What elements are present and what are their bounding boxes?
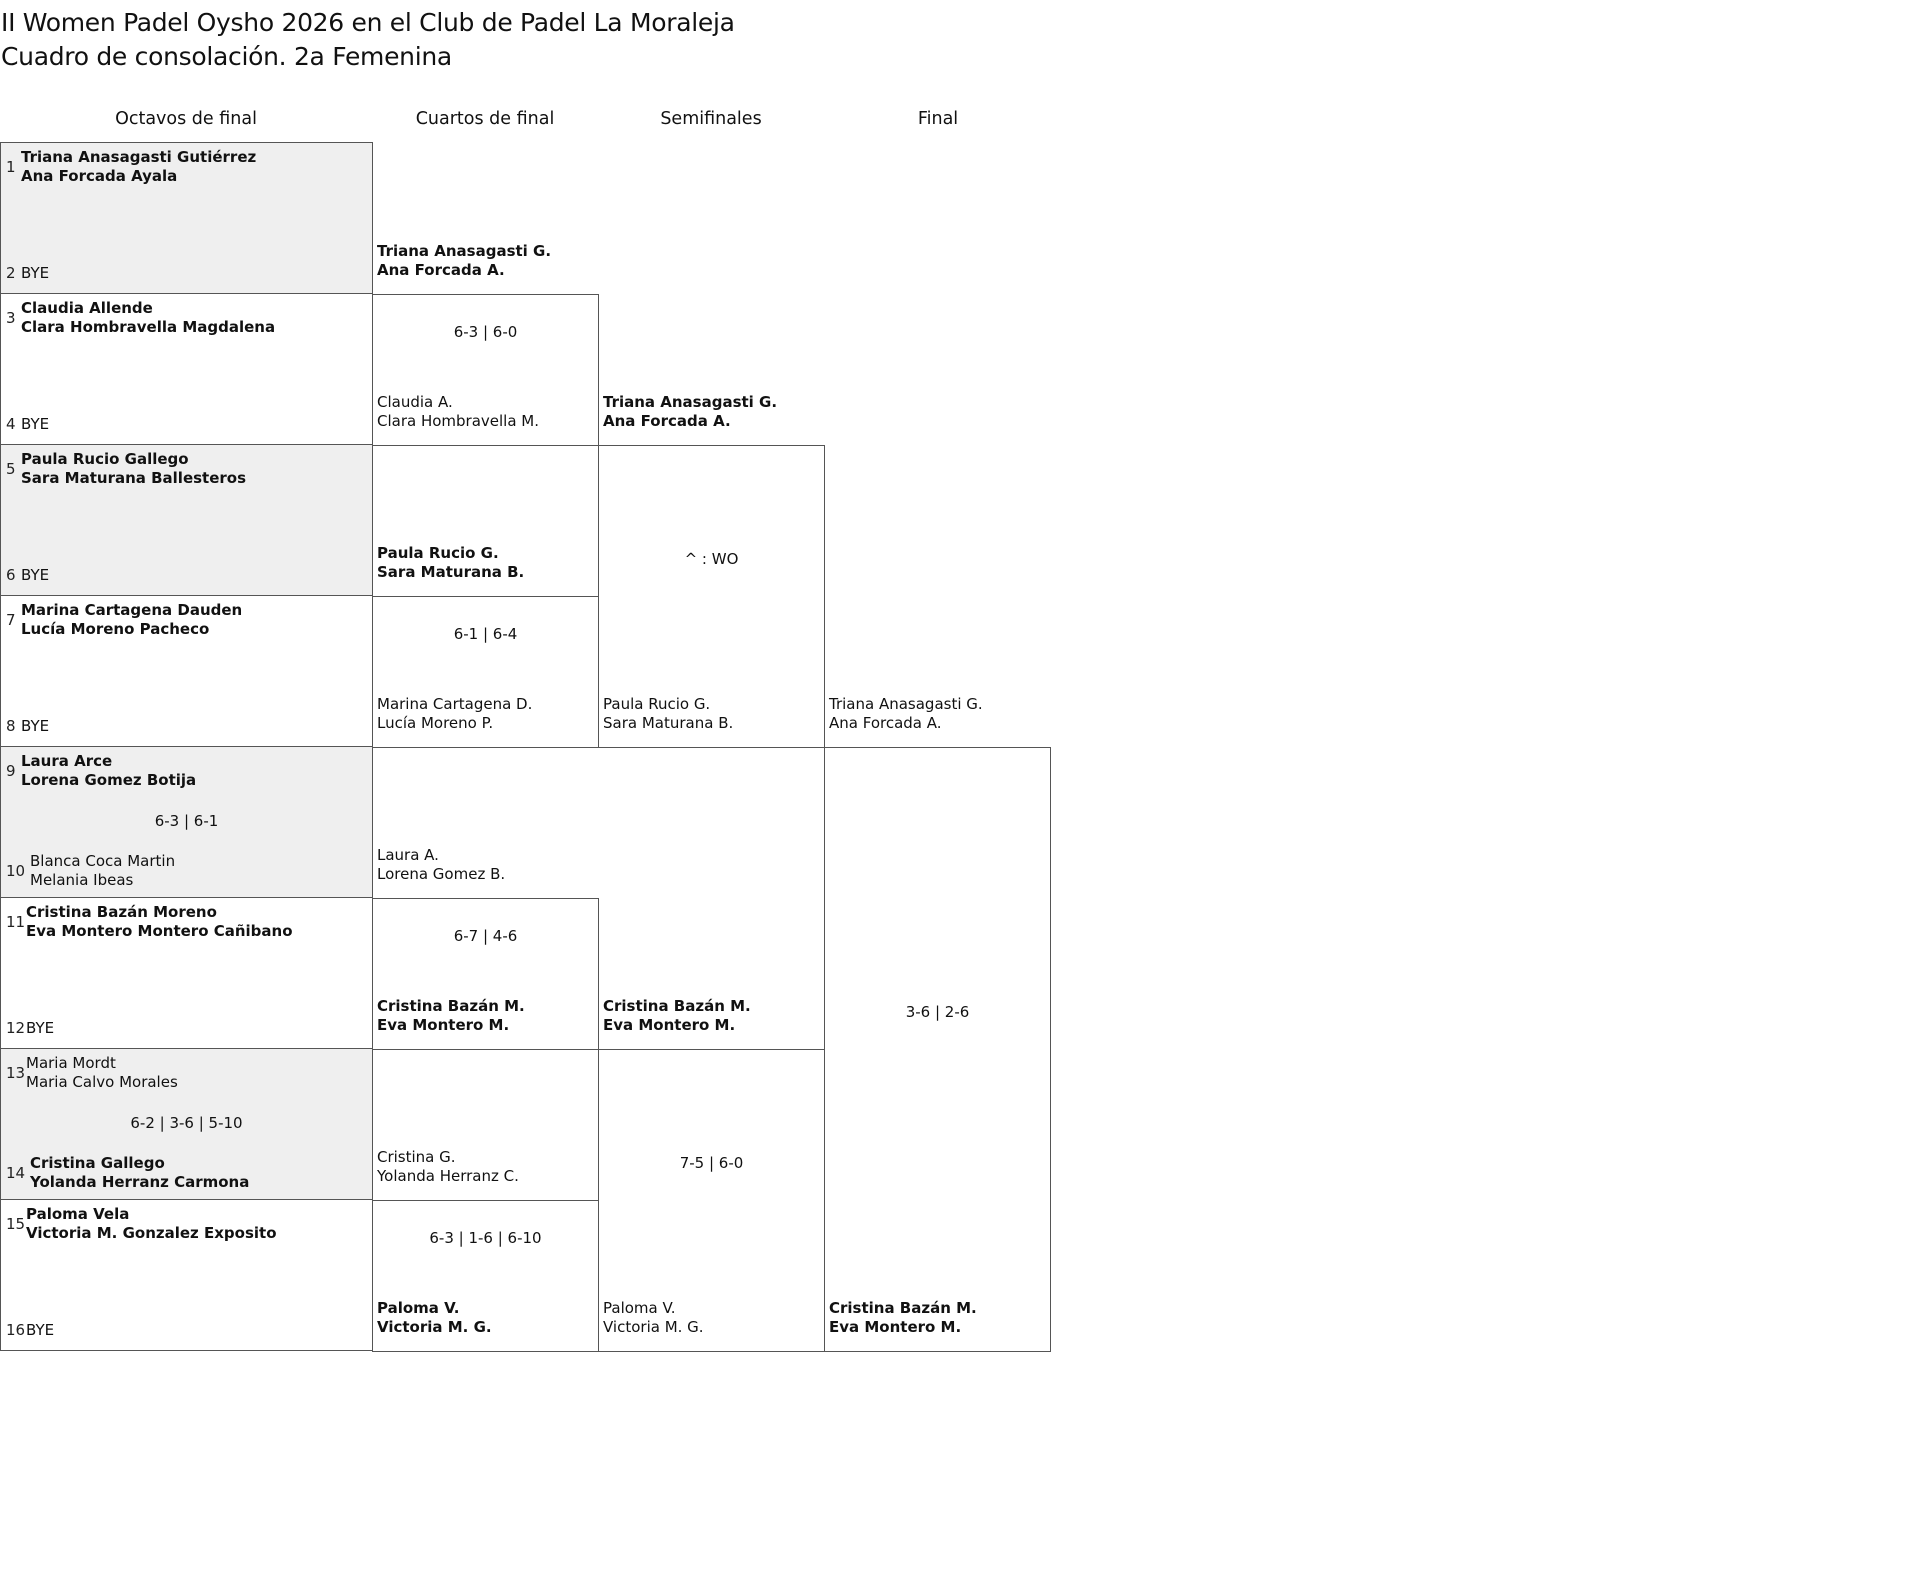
- match-score: ^ : WO: [684, 549, 739, 568]
- team-bottom: [603, 1299, 704, 1337]
- player-name: Lorena Gomez B.: [377, 864, 506, 883]
- seed-number: 14: [6, 1164, 26, 1182]
- player-name: Eva Montero M.: [829, 1317, 962, 1336]
- player-name: Cristina Bazán M.: [829, 1298, 977, 1317]
- player-name: Ana Forcada A.: [829, 713, 942, 732]
- player-name: Triana Anasagasti Gutiérrez: [21, 148, 257, 166]
- player-name: Ana Forcada A.: [377, 260, 505, 279]
- seed-number: 9: [6, 762, 16, 780]
- player-name: Ana Forcada A.: [603, 411, 731, 430]
- player-name: BYE: [26, 1019, 55, 1037]
- team-bottom: [829, 1299, 977, 1337]
- player-name: Laura Arce: [21, 752, 113, 770]
- bye-label: [26, 1019, 54, 1038]
- player-name: Paula Rucio Gallego: [21, 450, 189, 468]
- team-top: [603, 997, 751, 1035]
- player-name: Lucía Moreno P.: [377, 713, 494, 732]
- seed-number: 4: [6, 415, 16, 433]
- final-match: [824, 747, 1051, 1352]
- player-name: Clara Hombravella Magdalena: [21, 318, 276, 336]
- seed-number: 16: [6, 1321, 26, 1339]
- team-top: [21, 752, 196, 790]
- player-name: Paloma Vela: [26, 1205, 130, 1223]
- player-name: Paula Rucio G.: [377, 543, 499, 562]
- seed-number: 15: [6, 1215, 26, 1233]
- bye-label: [21, 415, 49, 434]
- player-name: Yolanda Herranz Carmona: [30, 1173, 250, 1191]
- team-top: [26, 1054, 178, 1092]
- player-name: Cristina Bazán M.: [377, 996, 525, 1015]
- team-top: [603, 393, 777, 431]
- player-name: Marina Cartagena Dauden: [21, 601, 243, 619]
- team-top: [377, 242, 551, 280]
- player-name: Sara Maturana Ballesteros: [21, 469, 247, 487]
- seed-number: 5: [6, 460, 16, 478]
- player-name: Ana Forcada Ayala: [21, 167, 178, 185]
- seed-number: 10: [6, 862, 26, 880]
- player-name: Yolanda Herranz C.: [377, 1166, 519, 1185]
- seed-number: 2: [6, 264, 16, 282]
- player-name: Clara Hombravella M.: [377, 411, 540, 430]
- player-name: Maria Calvo Morales: [26, 1073, 178, 1091]
- player-name: Cristina Bazán M.: [603, 996, 751, 1015]
- seed-number: 7: [6, 611, 16, 629]
- match-score: 7-5 | 6-0: [679, 1153, 744, 1172]
- player-name: Paula Rucio G.: [603, 694, 711, 713]
- page-subtitle: Cuadro de consolación. 2a Femenina: [1, 42, 452, 71]
- team-top: [377, 544, 524, 582]
- bye-label: [21, 566, 49, 585]
- player-name: Melania Ibeas: [30, 871, 134, 889]
- player-name: Blanca Coca Martin: [30, 852, 176, 870]
- player-name: BYE: [26, 1321, 55, 1339]
- page-title: II Women Padel Oysho 2026 en el Club de Padel La Moraleja: [1, 8, 735, 37]
- round-header-semis: Semifinales: [660, 109, 762, 129]
- player-name: Maria Mordt: [26, 1054, 116, 1072]
- team-bottom: [377, 393, 539, 431]
- team-bottom: [377, 695, 532, 733]
- player-name: Sara Maturana B.: [377, 562, 525, 581]
- player-name: Claudia A.: [377, 392, 453, 411]
- player-name: Lucía Moreno Pacheco: [21, 620, 210, 638]
- team-top: [21, 450, 246, 488]
- round-header-cuartos: Cuartos de final: [415, 109, 555, 129]
- bye-label: [21, 717, 49, 736]
- player-name: Claudia Allende: [21, 299, 153, 317]
- player-name: Eva Montero M.: [377, 1015, 510, 1034]
- team-bottom: [377, 1299, 492, 1337]
- player-name: Sara Maturana B.: [603, 713, 734, 732]
- seed-number: 3: [6, 309, 16, 327]
- player-name: Marina Cartagena D.: [377, 694, 533, 713]
- player-name: Victoria M. G.: [377, 1317, 492, 1336]
- player-name: Paloma V.: [603, 1298, 676, 1317]
- seed-number: 1: [6, 158, 16, 176]
- player-name: Triana Anasagasti G.: [377, 241, 552, 260]
- seed-number: 12: [6, 1019, 26, 1037]
- bye-label: [26, 1321, 54, 1340]
- player-name: Cristina Bazán Moreno: [26, 903, 217, 921]
- player-name: Paloma V.: [377, 1298, 460, 1317]
- team-top: [829, 695, 983, 733]
- team-top: [26, 903, 293, 941]
- seed-number: 6: [6, 566, 16, 584]
- player-name: Laura A.: [377, 845, 439, 864]
- team-bottom: [30, 852, 175, 890]
- player-name: BYE: [21, 566, 50, 584]
- team-top: [21, 299, 275, 337]
- team-top: [26, 1205, 277, 1243]
- match-score: 6-3 | 1-6 | 6-10: [429, 1229, 542, 1247]
- round-header-final: Final: [917, 109, 959, 129]
- player-name: Cristina Gallego: [30, 1154, 165, 1172]
- team-top: [377, 846, 505, 884]
- team-bottom: [30, 1154, 249, 1192]
- player-name: Eva Montero Montero Cañibano: [26, 922, 293, 940]
- player-name: Victoria M. Gonzalez Exposito: [26, 1224, 277, 1242]
- team-bottom: [603, 695, 733, 733]
- seed-number: 13: [6, 1064, 26, 1082]
- player-name: Lorena Gomez Botija: [21, 771, 197, 789]
- match-score: 6-2 | 3-6 | 5-10: [130, 1114, 243, 1132]
- team-bottom: [377, 997, 525, 1035]
- team-top: [377, 1148, 519, 1186]
- seed-number: 8: [6, 717, 16, 735]
- player-name: BYE: [21, 717, 50, 735]
- team-top: [21, 601, 242, 639]
- team-top: [21, 148, 256, 186]
- bye-label: [21, 264, 49, 283]
- match-score: 6-1 | 6-4: [453, 625, 518, 643]
- player-name: Cristina G.: [377, 1147, 456, 1166]
- round-header-octavos: Octavos de final: [115, 109, 257, 129]
- seed-number: 11: [6, 913, 26, 931]
- player-name: Triana Anasagasti G.: [603, 392, 778, 411]
- player-name: Eva Montero M.: [603, 1015, 736, 1034]
- match-score: 3-6 | 2-6: [905, 1002, 970, 1021]
- player-name: BYE: [21, 264, 50, 282]
- player-name: BYE: [21, 415, 50, 433]
- match-score: 6-7 | 4-6: [453, 927, 518, 945]
- match-score: 6-3 | 6-0: [453, 323, 518, 341]
- match-score: 6-3 | 6-1: [154, 812, 219, 830]
- player-name: Triana Anasagasti G.: [829, 694, 983, 713]
- player-name: Victoria M. G.: [603, 1317, 704, 1336]
